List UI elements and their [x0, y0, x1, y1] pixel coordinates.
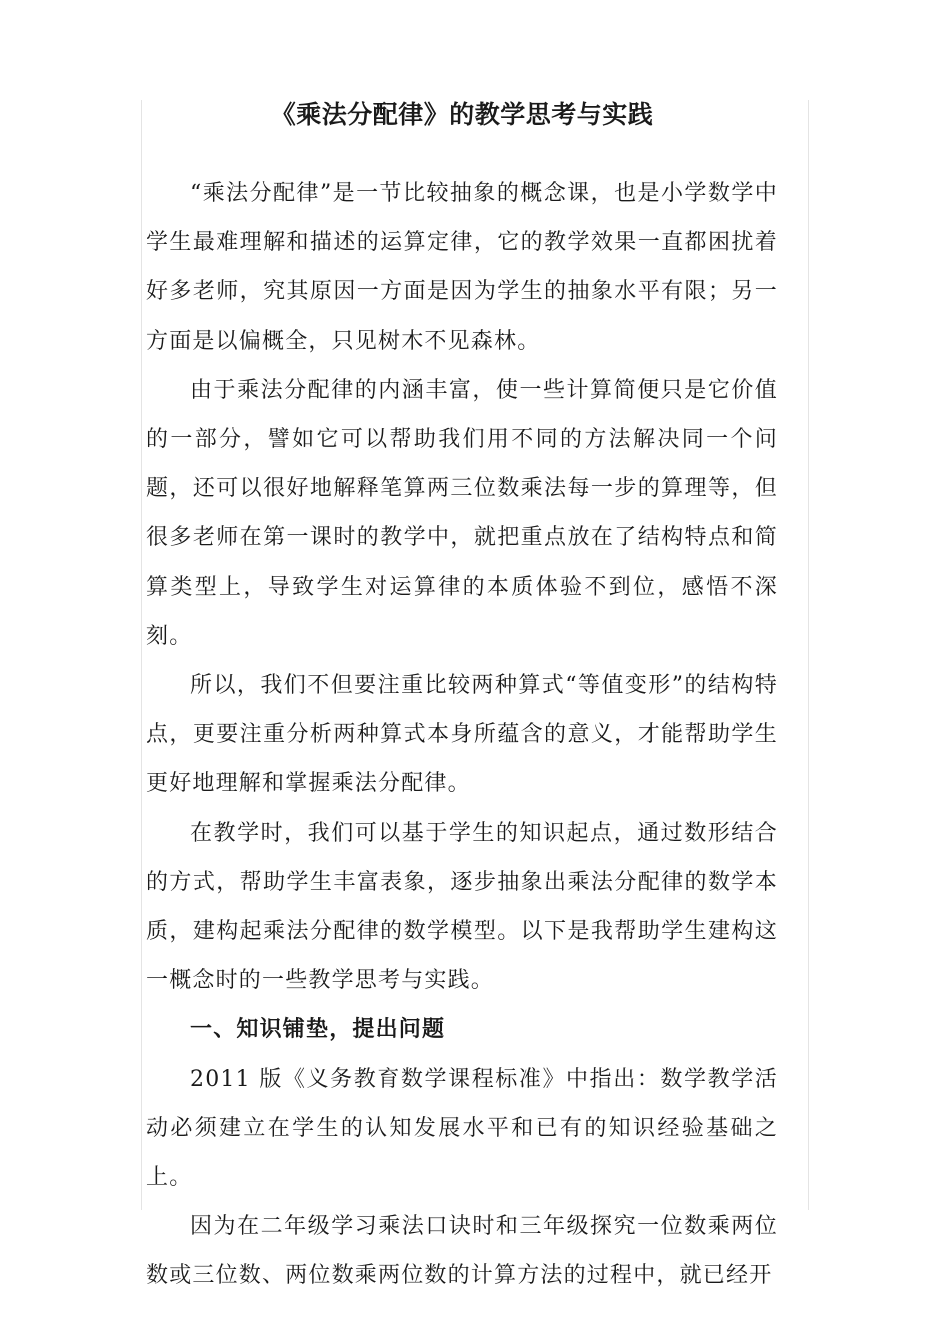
document-body [146, 169, 778, 1301]
paragraph-standard: 2011 版《义务教育数学课程标准》中指出：数学教学活动必须建立在学生的认知发展水平和已有的知识经验基础之上。 [146, 1066, 778, 1191]
paragraph-approach: 在教学时，我们可以基于学生的知识起点，通过数形结合的方式，帮助学生丰富表象，逐步抽象出乘法分配律的数学本质，建构起乘法分配律的数学模型。以下是我帮助学生建构这一概念时的一些教学思考与实践。 [146, 820, 778, 994]
section-heading: 一、知识铺垫，提出问题 [190, 1016, 446, 1043]
document-content [146, 97, 778, 1301]
paragraph-prior-knowledge: 因为在二年级学习乘法口诀时和三年级探究一位数乘两位数或三位数、两位数乘两位数的计算方法的过程中，就已经开 [146, 1214, 778, 1289]
left-margin-line [141, 100, 142, 1210]
paragraph-emphasis: 所以，我们不但要注重比较两种算式“等值变形”的结构特点，更要注重分析两种算式本身所蕴含的意义，才能帮助学生更好地理解和掌握乘法分配律。 [146, 673, 778, 797]
paragraph-content: 由于乘法分配律的内涵丰富，使一些计算简便只是它价值的一部分，譬如它可以帮助我们用不同的方法解决同一个问题，还可以很好地解释笔算两三位数乘法每一步的算理等，但很多老师在第一课时的教学中，就把重点放在了结构特点和简算类型上，导致学生对运算律的本质体验不到位，感悟不深刻。 [146, 377, 778, 649]
document-title: 《乘法分配律》的教学思考与实践 [270, 100, 654, 129]
paragraph-intro: “乘法分配律”是一节比较抽象的概念课，也是小学数学中学生最难理解和描述的运算定律，它的教学效果一直都困扰着好多老师，究其原因一方面是因为学生的抽象水平有限；另一方面是以偏概全，只见树木不见森林。 [146, 181, 778, 354]
right-margin-line [808, 100, 809, 1210]
